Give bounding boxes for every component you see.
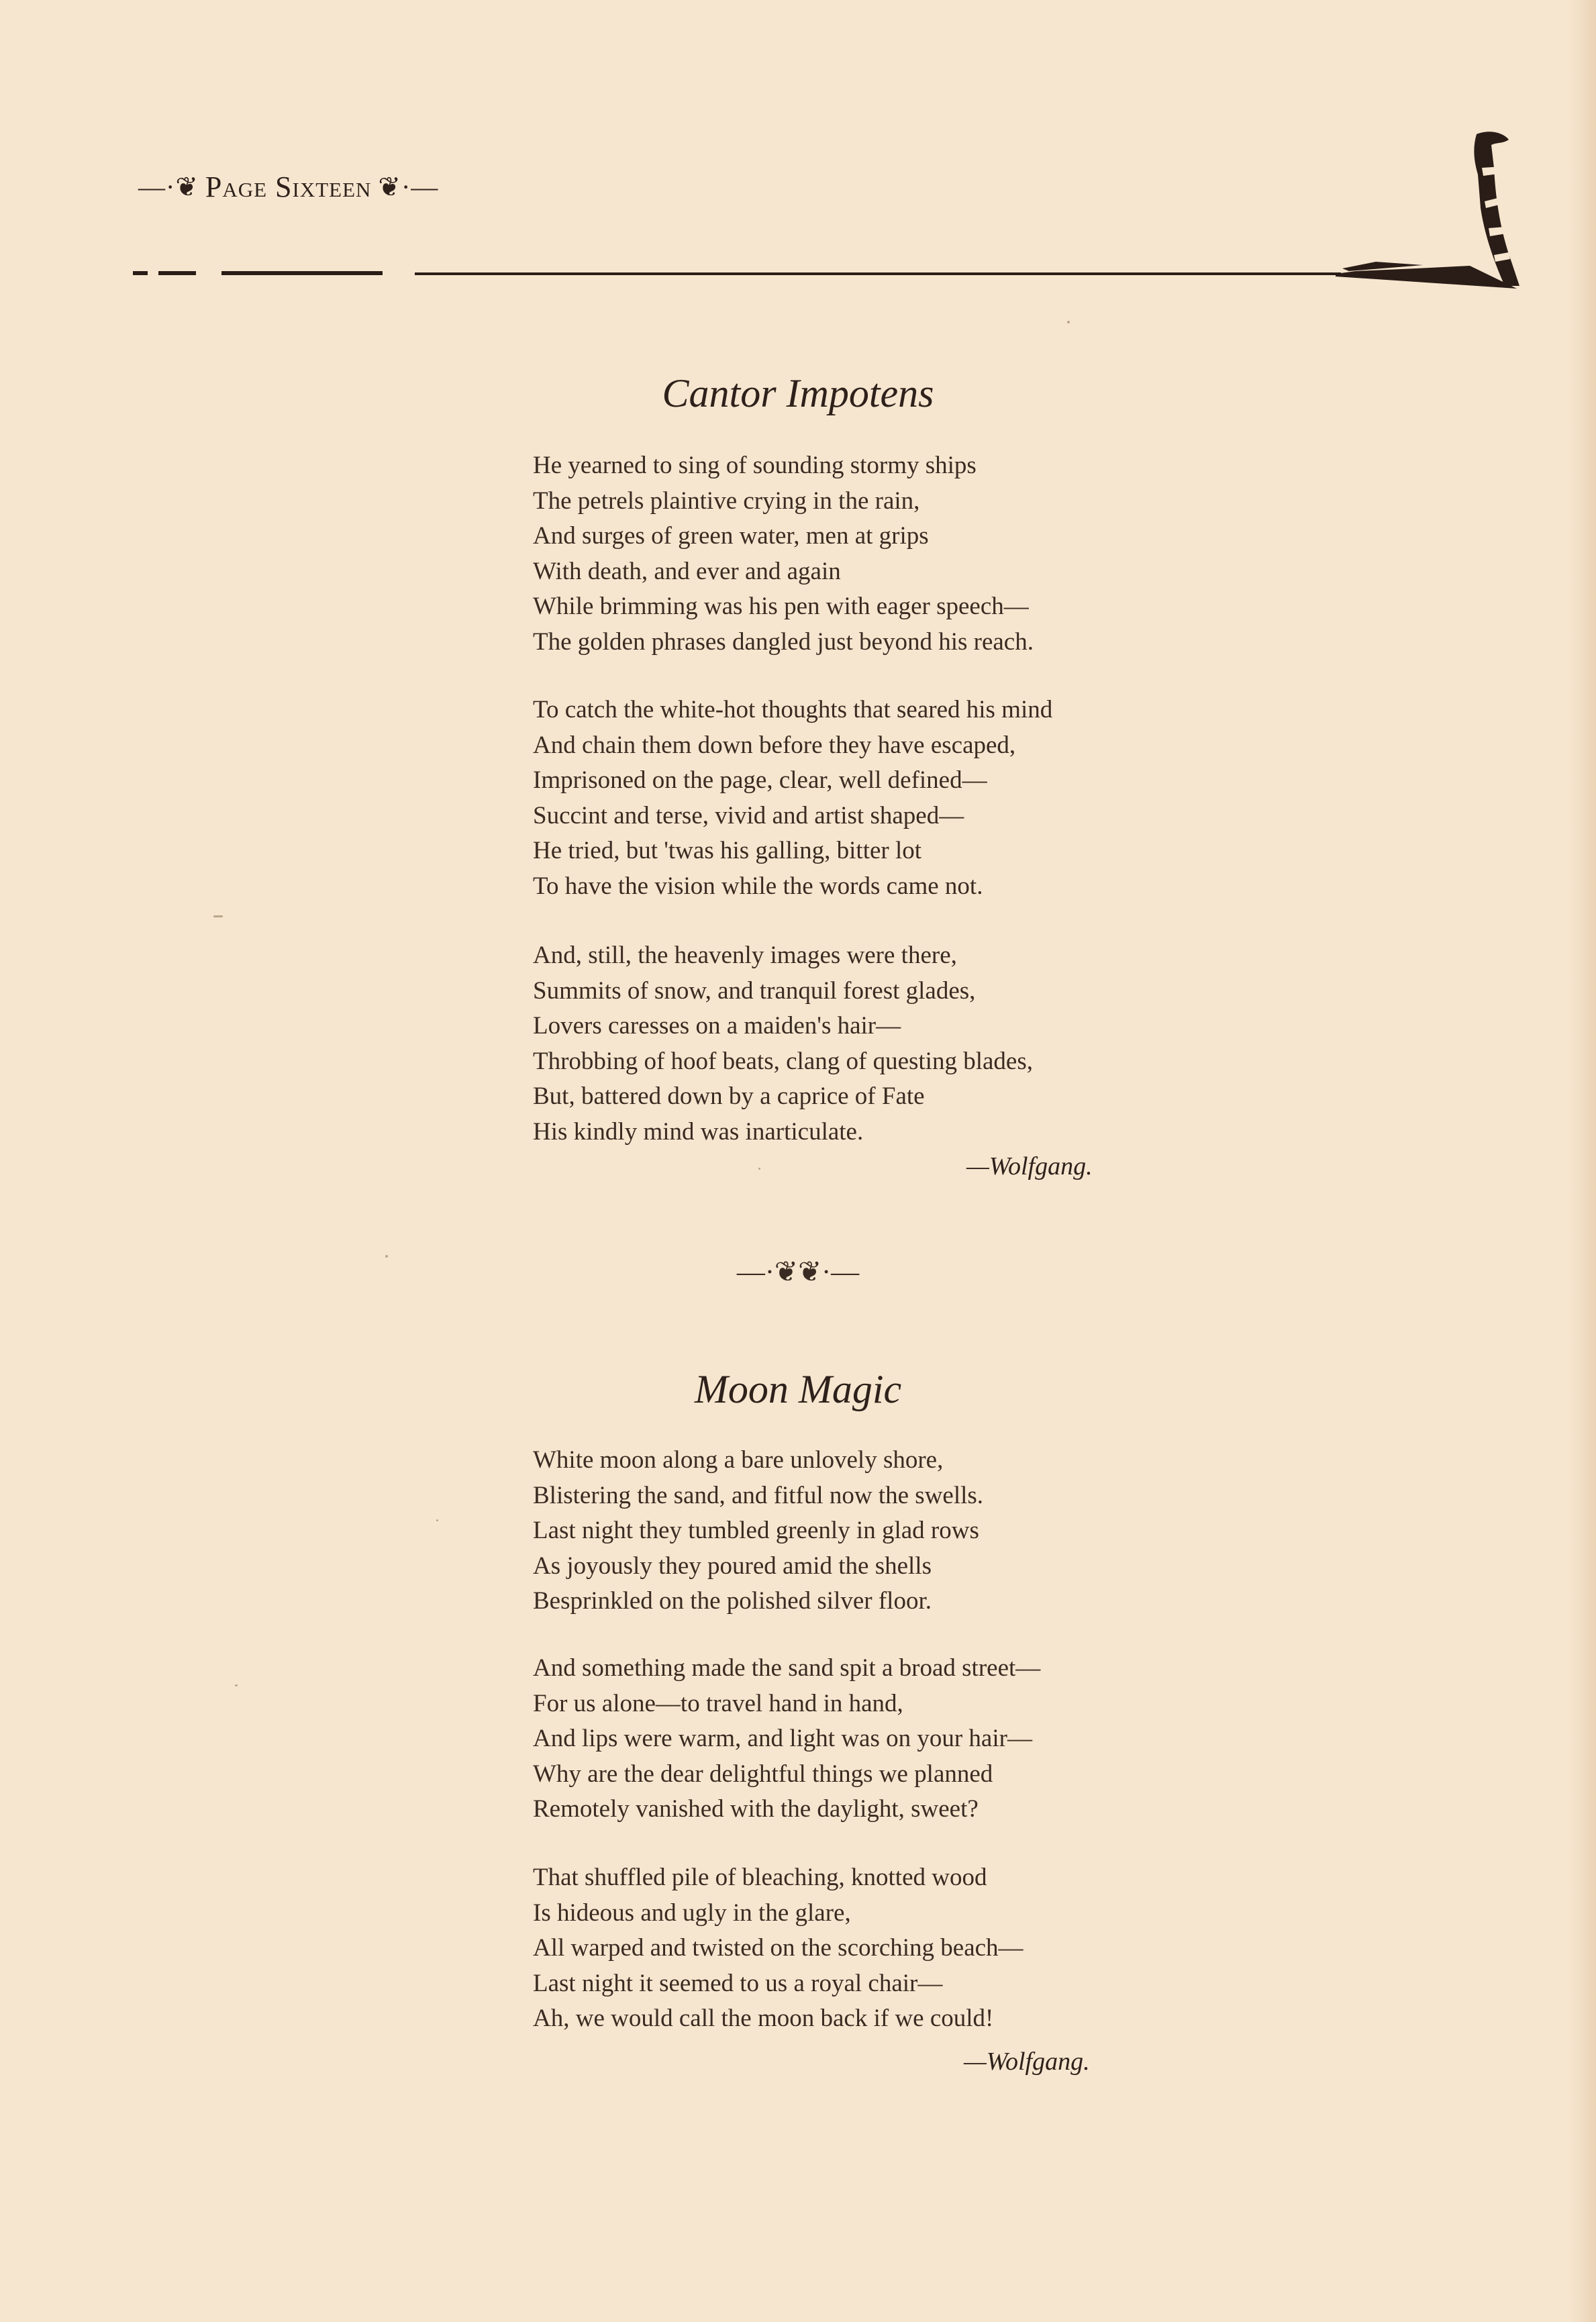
header-rule-dash xyxy=(158,271,196,275)
paper-speck xyxy=(1067,321,1070,323)
poem-line: The petrels plaintive crying in the rain, xyxy=(533,487,920,515)
poem-stanza xyxy=(533,1651,1040,1827)
paper-speck xyxy=(436,1519,438,1521)
poem-line: White moon along a bare unlovely shore, xyxy=(533,1446,944,1474)
poem-line: Last night it seemed to us a royal chair— xyxy=(533,1969,943,1997)
poem-line: To catch the white-hot thoughts that seared his mind xyxy=(533,696,1053,723)
paper-speck xyxy=(235,1684,238,1686)
poem-line: And something made the sand spit a broad street— xyxy=(533,1654,1041,1682)
poem-line: Ah, we would call the moon back if we could! xyxy=(533,2005,994,2033)
poem-stanza xyxy=(533,938,1033,1150)
poem-line: Summits of snow, and tranquil forest glades, xyxy=(533,976,976,1005)
poem-line: All warped and twisted on the scorching beach— xyxy=(533,1934,1024,1962)
header-ornament-right: ❦·— xyxy=(378,171,439,202)
poem-line: That shuffled pile of bleaching, knotted wood xyxy=(533,1864,987,1891)
page-label-word1: Page xyxy=(205,170,268,203)
poem-stanza xyxy=(533,1860,1024,2037)
poem-line: Imprisoned on the page, clear, well defined— xyxy=(533,766,987,795)
page-edge-shadow xyxy=(1569,0,1596,2322)
poem-line: Is hideous and ugly in the glare, xyxy=(533,1899,851,1927)
poem-line: And chain them down before they have escaped, xyxy=(533,731,1016,759)
poem-signature: —Wolfgang. xyxy=(966,1152,1093,1180)
header-rule-dash xyxy=(221,271,383,275)
paper-speck xyxy=(385,1255,388,1258)
decorative-figure-illustration xyxy=(1336,128,1537,295)
header-ornament-left: —·❦ xyxy=(138,171,199,202)
poem-line: With death, and ever and again xyxy=(533,557,841,585)
poem-title: Cantor Impotens xyxy=(662,371,934,415)
poem-line: While brimming was his pen with eager speech— xyxy=(533,593,1029,621)
poem-line: Last night they tumbled greenly in glad rows xyxy=(533,1517,979,1545)
poem-line: And lips were warm, and light was on your hair— xyxy=(533,1725,1032,1753)
poem-line: And surges of green water, men at grips xyxy=(533,522,929,550)
poem-line: Lovers caresses on a maiden's hair— xyxy=(533,1012,901,1040)
poem-stanza xyxy=(533,448,1034,660)
paper-speck xyxy=(213,915,223,917)
poem-line: And, still, the heavenly images were there, xyxy=(533,942,957,969)
poem-stanza xyxy=(533,693,1052,905)
poem-line: Why are the dear delightful things we planned xyxy=(533,1760,993,1788)
poem-line: Throbbing of hoof beats, clang of questing blades, xyxy=(533,1047,1033,1075)
poem-line: To have the vision while the words came not. xyxy=(533,872,983,900)
poem-signature: —Wolfgang. xyxy=(964,2048,1090,2076)
poem-line: He tried, but 'twas his galling, bitter lot xyxy=(533,837,922,865)
poem-line: Besprinkled on the polished silver floor. xyxy=(533,1587,932,1615)
page-label-word2: Sixteen xyxy=(275,170,372,203)
poem-line: As joyously they poured amid the shells xyxy=(533,1552,932,1580)
poem-line: For us alone—to travel hand in hand, xyxy=(533,1689,903,1717)
poem-title: Moon Magic xyxy=(694,1367,902,1411)
poem-line: Remotely vanished with the daylight, sweet? xyxy=(533,1795,979,1823)
section-divider-ornament: —·❦❦·— xyxy=(736,1257,860,1288)
poem-line: But, battered down by a caprice of Fate xyxy=(533,1082,925,1111)
header-rule-dash xyxy=(133,271,148,275)
poem-stanza xyxy=(533,1443,983,1619)
poem-line: Blistering the sand, and fitful now the swells. xyxy=(533,1481,984,1509)
poem-line: Succint and terse, vivid and artist shaped— xyxy=(533,801,964,829)
header-rule-line xyxy=(415,272,1341,275)
paper-speck xyxy=(758,1168,760,1170)
poem-line: He yearned to sing of sounding stormy ships xyxy=(533,452,977,479)
poem-line: His kindly mind was inarticulate. xyxy=(533,1117,864,1146)
page-header xyxy=(132,166,445,207)
poem-line: The golden phrases dangled just beyond his reach. xyxy=(533,627,1034,656)
